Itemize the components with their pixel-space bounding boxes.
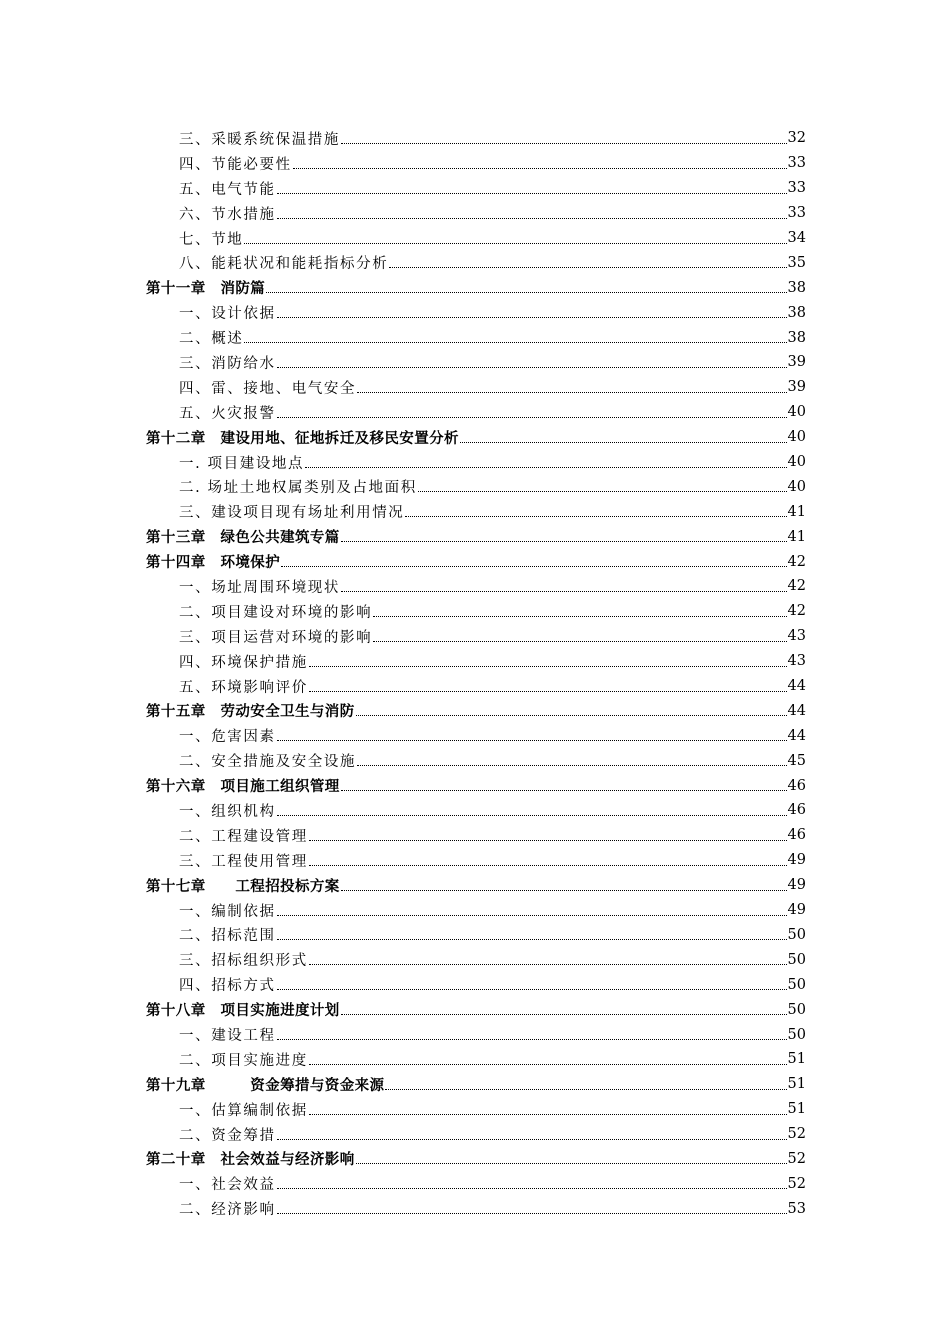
toc-section-entry[interactable]: [146, 748, 806, 773]
toc-chapter-entry[interactable]: [146, 1147, 806, 1172]
toc-page-number: 43: [787, 653, 806, 670]
dot-leader: [277, 1188, 787, 1189]
toc-page-number: 53: [787, 1200, 806, 1217]
dot-leader: [277, 1039, 787, 1040]
dot-leader: [277, 417, 787, 418]
toc-entry-title: 一、组织机构: [179, 803, 276, 820]
toc-section-entry[interactable]: [146, 499, 806, 524]
toc-entry-title: 四、环境保护措施: [179, 654, 308, 671]
toc-entry-title: 一、场址周围环境现状: [179, 579, 340, 596]
toc-entry-title: 三、工程使用管理: [179, 853, 308, 870]
toc-chapter-entry[interactable]: [146, 773, 806, 798]
toc-entry-title: 第十八章 项目实施进度计划: [146, 1002, 340, 1020]
toc-section-entry[interactable]: [146, 923, 806, 948]
toc-section-entry[interactable]: [146, 126, 806, 151]
toc-page-number: 41: [787, 528, 806, 545]
toc-section-entry[interactable]: [146, 624, 806, 649]
toc-page-number: 42: [787, 553, 806, 570]
toc-page-number: 46: [787, 802, 806, 819]
toc-entry-title: 八、能耗状况和能耗指标分析: [179, 256, 389, 273]
dot-leader: [277, 193, 787, 194]
toc-entry-title: 第十六章 项目施工组织管理: [146, 778, 340, 796]
toc-page-number: 50: [787, 926, 806, 943]
toc-entry-title: 第十三章 绿色公共建筑专篇: [146, 529, 340, 547]
dot-leader: [389, 267, 786, 268]
toc-entry-title: 二、概述: [179, 331, 244, 348]
toc-entry-title: 二、资金筹措: [179, 1127, 276, 1144]
toc-entry-title: 二、项目建设对环境的影响: [179, 604, 373, 621]
toc-entry-title: 一、社会效益: [179, 1177, 276, 1194]
toc-page-number: 44: [787, 702, 806, 719]
toc-entry-title: 二、项目实施进度: [179, 1052, 308, 1069]
toc-page-number: 40: [787, 404, 806, 421]
toc-section-entry[interactable]: [146, 898, 806, 923]
toc-section-entry[interactable]: [146, 848, 806, 873]
toc-section-entry[interactable]: [146, 972, 806, 997]
toc-page-number: 50: [787, 1026, 806, 1043]
toc-entry-title: 三、消防给水: [179, 355, 276, 372]
toc-entry-title: 一、编制依据: [179, 903, 276, 920]
toc-section-entry[interactable]: [146, 1171, 806, 1196]
toc-chapter-entry[interactable]: [146, 524, 806, 549]
toc-page-number: 43: [787, 628, 806, 645]
toc-page-number: 52: [787, 1175, 806, 1192]
toc-section-entry[interactable]: [146, 599, 806, 624]
dot-leader: [277, 740, 787, 741]
dot-leader: [357, 392, 786, 393]
toc-page-number: 38: [787, 304, 806, 321]
toc-page-number: 40: [787, 454, 806, 471]
toc-page-number: 38: [787, 279, 806, 296]
toc-entry-title: 第十七章 工程招投标方案: [146, 877, 340, 895]
toc-page-number: 51: [787, 1051, 806, 1068]
toc-page-number: 38: [787, 329, 806, 346]
toc-entry-title: 一、估算编制依据: [179, 1102, 308, 1119]
dot-leader: [244, 342, 786, 343]
dot-leader: [309, 666, 787, 667]
toc-entry-title: 七、节地: [179, 231, 244, 248]
dot-leader: [309, 865, 787, 866]
dot-leader: [277, 317, 787, 318]
toc-section-entry[interactable]: [146, 151, 806, 176]
toc-page-number: 40: [787, 429, 806, 446]
toc-section-entry[interactable]: [146, 250, 806, 275]
toc-entry-title: 三、建设项目现有场址利用情况: [179, 505, 405, 522]
toc-entry-title: 二、招标范围: [179, 928, 276, 945]
table-of-contents: [146, 126, 806, 1221]
dot-leader: [305, 467, 786, 468]
toc-section-entry[interactable]: [146, 176, 806, 201]
toc-entry-title: 第十一章 消防篇: [146, 280, 266, 298]
toc-entry-title: 一、建设工程: [179, 1028, 276, 1044]
toc-section-entry[interactable]: [146, 674, 806, 699]
toc-page-number: 33: [787, 180, 806, 197]
toc-entry-title: 三、招标组织形式: [179, 953, 308, 970]
toc-entry-title: 五、电气节能: [179, 181, 276, 198]
toc-page-number: 39: [787, 354, 806, 371]
toc-page-number: 35: [787, 254, 806, 271]
toc-page-number: 33: [787, 155, 806, 172]
dot-leader: [418, 491, 787, 492]
toc-page-number: 49: [787, 852, 806, 869]
dot-leader: [277, 218, 787, 219]
dot-leader: [341, 143, 787, 144]
toc-page-number: 33: [787, 205, 806, 222]
toc-entry-title: 二. 场址土地权属类别及占地面积: [179, 480, 417, 497]
toc-page-number: 49: [787, 902, 806, 919]
dot-leader: [277, 915, 787, 916]
toc-entry-title: 一、设计依据: [179, 306, 276, 323]
dot-leader: [373, 641, 786, 642]
toc-section-entry[interactable]: [146, 400, 806, 425]
dot-leader: [244, 243, 786, 244]
toc-section-entry[interactable]: [146, 723, 806, 748]
toc-entry-title: 第二十章 社会效益与经济影响: [146, 1151, 355, 1169]
toc-chapter-entry[interactable]: [146, 997, 806, 1022]
toc-page-number: 40: [787, 478, 806, 495]
dot-leader: [277, 989, 787, 990]
toc-entry-title: 二、经济影响: [179, 1202, 276, 1219]
dot-leader: [356, 1163, 787, 1164]
toc-page-number: 42: [787, 578, 806, 595]
toc-entry-title: 三、采暖系统保温措施: [179, 131, 340, 148]
toc-page-number: 41: [787, 503, 806, 520]
dot-leader: [373, 616, 786, 617]
toc-page-number: 51: [787, 1076, 806, 1093]
toc-section-entry[interactable]: [146, 798, 806, 823]
dot-leader: [293, 168, 787, 169]
toc-chapter-entry[interactable]: [146, 873, 806, 898]
toc-page-number: 50: [787, 1001, 806, 1018]
toc-entry-title: 四、节能必要性: [179, 156, 292, 173]
toc-section-entry[interactable]: [146, 350, 806, 375]
dot-leader: [281, 566, 786, 567]
toc-section-entry[interactable]: [146, 1022, 806, 1047]
dot-leader: [341, 1014, 787, 1015]
dot-leader: [277, 367, 787, 368]
dot-leader: [309, 840, 787, 841]
toc-page-number: 44: [787, 678, 806, 695]
toc-page-number: 42: [787, 603, 806, 620]
toc-entry-title: 五、环境影响评价: [179, 679, 308, 696]
toc-section-entry[interactable]: [146, 226, 806, 251]
toc-chapter-entry[interactable]: [146, 425, 806, 450]
toc-entry-title: 一. 项目建设地点: [179, 455, 305, 472]
toc-page-number: 32: [787, 130, 806, 147]
toc-section-entry[interactable]: [146, 474, 806, 499]
dot-leader: [277, 1139, 787, 1140]
dot-leader: [309, 1114, 787, 1115]
toc-entry-title: 第十五章 劳动安全卫生与消防: [146, 703, 355, 721]
toc-entry-title: 三、项目运营对环境的影响: [179, 629, 373, 646]
toc-section-entry[interactable]: [146, 201, 806, 226]
toc-entry-title: 二、工程建设管理: [179, 828, 308, 845]
toc-section-entry[interactable]: [146, 1097, 806, 1122]
dot-leader: [309, 1064, 787, 1065]
toc-page-number: 46: [787, 777, 806, 794]
toc-page-number: 44: [787, 727, 806, 744]
dot-leader: [341, 541, 787, 542]
toc-entry-title: 六、节水措施: [179, 206, 276, 223]
dot-leader: [266, 292, 786, 293]
toc-entry-title: 第十二章 建设用地、征地拆迁及移民安置分析: [146, 429, 459, 447]
toc-page-number: 34: [787, 230, 806, 246]
toc-section-entry[interactable]: [146, 325, 806, 350]
toc-entry-title: 四、雷、接地、电气安全: [179, 380, 357, 397]
dot-leader: [309, 964, 787, 965]
toc-entry-title: 二、安全措施及安全设施: [179, 754, 357, 771]
toc-page-number: 51: [787, 1101, 806, 1118]
toc-chapter-entry[interactable]: [146, 549, 806, 574]
dot-leader: [405, 516, 786, 517]
toc-entry-title: 四、招标方式: [179, 978, 276, 995]
toc-page-number: 52: [787, 1150, 806, 1167]
toc-section-entry[interactable]: [146, 574, 806, 599]
toc-page-number: 52: [787, 1126, 806, 1143]
dot-leader: [341, 790, 787, 791]
toc-entry-title: 第十四章 环境保护: [146, 554, 281, 572]
toc-section-entry[interactable]: [146, 947, 806, 972]
toc-page-number: 46: [787, 827, 806, 844]
toc-entry-title: 一、危害因素: [179, 729, 276, 746]
toc-section-entry[interactable]: [146, 1047, 806, 1072]
toc-section-entry[interactable]: [146, 649, 806, 674]
toc-chapter-entry[interactable]: [146, 1072, 806, 1097]
toc-section-entry[interactable]: [146, 450, 806, 475]
toc-section-entry[interactable]: [146, 1122, 806, 1147]
dot-leader: [341, 591, 787, 592]
dot-leader: [385, 1089, 786, 1090]
toc-section-entry[interactable]: [146, 823, 806, 848]
toc-section-entry[interactable]: [146, 1196, 806, 1221]
toc-section-entry[interactable]: [146, 300, 806, 325]
dot-leader: [357, 765, 786, 766]
toc-section-entry[interactable]: [146, 375, 806, 400]
dot-leader: [309, 691, 787, 692]
dot-leader: [277, 815, 787, 816]
dot-leader: [277, 939, 787, 940]
toc-chapter-entry[interactable]: [146, 698, 806, 723]
toc-page-number: 45: [787, 752, 806, 769]
toc-page-number: 50: [787, 951, 806, 968]
toc-page-number: 49: [787, 877, 806, 894]
toc-page-number: 50: [787, 976, 806, 993]
toc-chapter-entry[interactable]: [146, 275, 806, 300]
dot-leader: [277, 1213, 787, 1214]
toc-page-number: 39: [787, 379, 806, 396]
dot-leader: [356, 715, 787, 716]
dot-leader: [341, 890, 787, 891]
toc-entry-title: 五、火灾报警: [179, 405, 276, 422]
dot-leader: [460, 442, 787, 443]
toc-entry-title: 第十九章 资金筹措与资金来源: [146, 1076, 385, 1094]
